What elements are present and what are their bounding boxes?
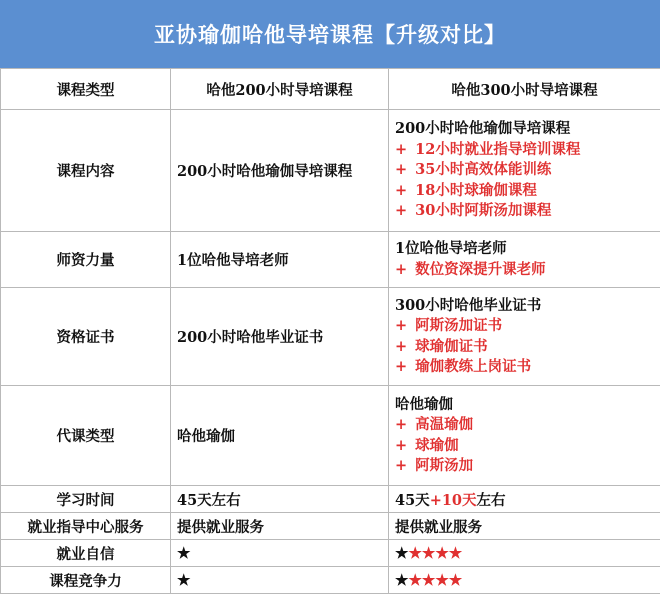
upgrade-value [389,486,660,513]
row-label: 学习时间 [1,486,171,513]
upgrade-base-line: 300小时哈他毕业证书 [395,296,654,317]
table-row-course-competitiveness [1,567,660,594]
upgrade-plus-item: + 18小时球瑜伽课程 [395,181,654,202]
upgrade-star-rating [389,540,660,567]
star-icon-red: ★★★★ [408,544,462,562]
table-row-study-time [1,486,660,513]
row-label: 课程内容 [1,110,171,232]
row-label: 就业自信 [1,540,171,567]
upgrade-plus-item: + 12小时就业指导培训课程 [395,140,654,161]
basic-star-rating [171,540,389,567]
basic-value: 哈他瑜伽 [171,386,389,486]
basic-value: 1位哈他导培老师 [171,232,389,288]
table-row-employment-confidence [1,540,660,567]
study-time-base: 45天 [395,492,430,509]
upgrade-plus-item: + 数位资深提升课老师 [395,260,654,281]
star-icon: ★ [395,544,408,562]
table-row-faculty [1,232,660,288]
table-row-certificate [1,288,660,386]
study-time-suffix: 左右 [477,492,506,509]
upgrade-plus-item: + 高温瑜伽 [395,415,654,436]
table-row-teaching-types [1,386,660,486]
upgrade-value: 提供就业服务 [389,513,660,540]
basic-value: 200小时哈他毕业证书 [171,288,389,386]
basic-value: 提供就业服务 [171,513,389,540]
comparison-table [0,68,660,594]
upgrade-plus-item: + 球瑜伽 [395,436,654,457]
header-course-type: 课程类型 [1,69,171,110]
row-label: 课程竞争力 [1,567,171,594]
row-label: 代课类型 [1,386,171,486]
upgrade-base-line: 1位哈他导培老师 [395,239,654,260]
page-title: 亚协瑜伽哈他导培课程【升级对比】 [0,0,660,68]
upgrade-plus-item: + 阿斯汤加 [395,456,654,477]
header-300h-course: 哈他300小时导培课程 [389,69,660,110]
table-row-course-content [1,110,660,232]
upgrade-base-line: 哈他瑜伽 [395,395,654,416]
table-row-career-service [1,513,660,540]
upgrade-plus-item: + 30小时阿斯汤加课程 [395,201,654,222]
row-label: 师资力量 [1,232,171,288]
row-label: 就业指导中心服务 [1,513,171,540]
table-header-row [1,69,660,110]
upgrade-value [389,110,660,232]
upgrade-plus-item: + 35小时高效体能训练 [395,160,654,181]
basic-star-rating [171,567,389,594]
upgrade-base-line: 200小时哈他瑜伽导培课程 [395,119,654,140]
upgrade-plus-item: + 球瑜伽证书 [395,337,654,358]
study-time-extra: +10天 [430,492,477,509]
star-icon: ★ [395,571,408,589]
basic-value: 45天左右 [171,486,389,513]
upgrade-plus-item: + 阿斯汤加证书 [395,316,654,337]
upgrade-plus-item: + 瑜伽教练上岗证书 [395,357,654,378]
row-label: 资格证书 [1,288,171,386]
star-icon-red: ★★★★ [408,571,462,589]
upgrade-value [389,232,660,288]
upgrade-value [389,386,660,486]
star-icon: ★ [177,571,190,589]
header-200h-course: 哈他200小时导培课程 [171,69,389,110]
basic-value: 200小时哈他瑜伽导培课程 [171,110,389,232]
upgrade-value [389,288,660,386]
upgrade-star-rating [389,567,660,594]
star-icon: ★ [177,544,190,562]
